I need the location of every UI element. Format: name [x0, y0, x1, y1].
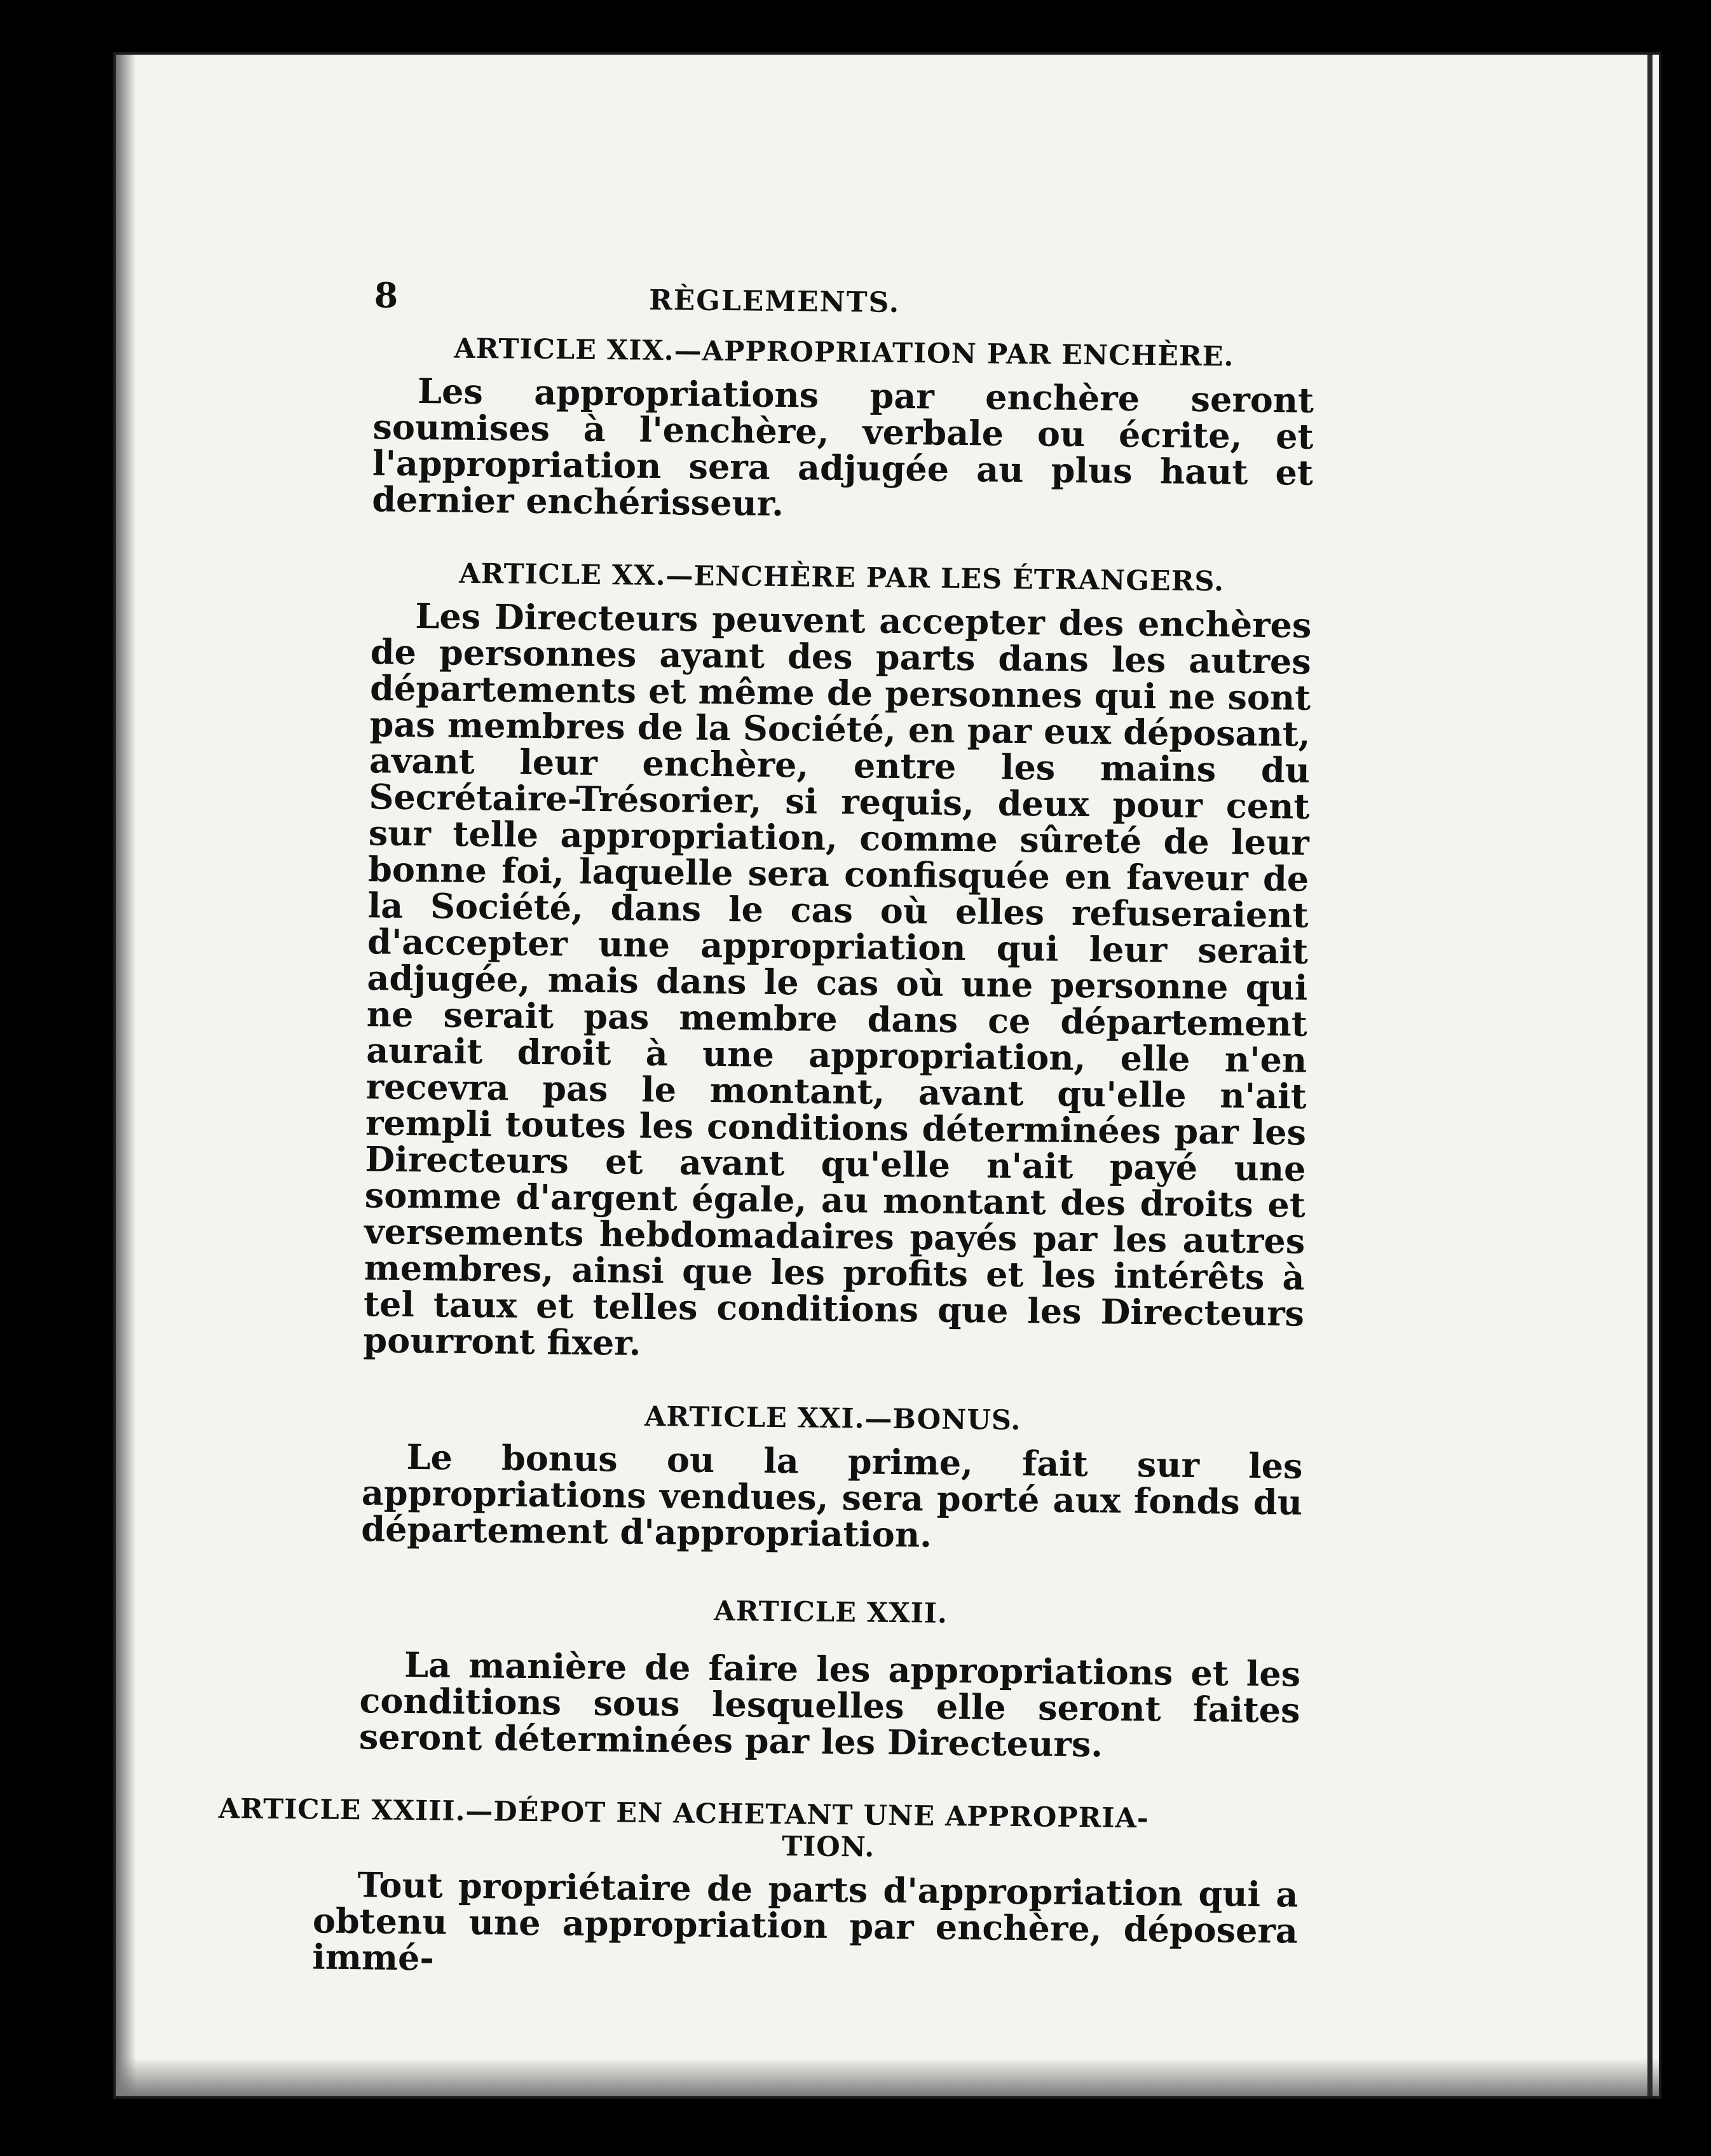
article-23-heading-line1: ARTICLE XXIII.—DÉPOT EN ACHETANT UNE APPROPRIA- [218, 1792, 1149, 1835]
page-edge-shadow-left [116, 55, 136, 2096]
article-19-heading: ARTICLE XIX.—APPROPRIATION PAR ENCHÈRE. [453, 332, 1234, 373]
page-number: 8 [374, 275, 399, 316]
article-22-heading: ARTICLE XXII. [713, 1595, 948, 1630]
article-21-heading: ARTICLE XXI.—BONUS. [644, 1400, 1021, 1437]
article-23-heading [218, 1793, 1299, 1868]
running-title: RÈGLEMENTS. [648, 283, 901, 319]
article-23-heading-line2: TION. [781, 1831, 875, 1864]
running-head [235, 216, 1316, 319]
article-19-body: Les appropriations par enchère seront soumises à l'enchère, verbale ou écrite, et l'appropriation sera adjugée au plus haut et dernier enchérisseur. [372, 371, 1314, 524]
article-20-heading: ARTICLE XX.—ENCHÈRE PAR LES ÉTRANGERS. [458, 557, 1225, 598]
binding-fold-line [1647, 55, 1653, 2096]
article-23-body: Tout propriétaire de parts d'appropriation qui a obtenu une appropriation par enchère, déposera immé- [311, 1864, 1299, 1979]
page-edge-shadow-bottom [116, 2058, 1659, 2096]
page-text-block [217, 216, 1316, 1986]
article-20-body: Les Directeurs peuvent accepter des enchères de personnes ayant des parts dans les autres départements et même de personnes qui ne sont pas membres de la Société, en par eux déposant, avant leur enchère, entre les mains du Secrétaire-Trésorier, si requis, deux pour cent sur telle appropriation, comme sûreté de leur bonne foi, laquelle sera confisquée en faveur de la Société, dans le cas où elles refuseraient d'accepter une appropriation qui leur serait adjugée, mais dans le cas où une personne qui ne serait pas membre dans ce département aurait droit à une appropriation, elle n'en recevra pas le montant, avant qu'elle n'ait rempli toutes les conditions déterminées par les Directeurs et avant qu'elle n'ait payé une somme d'argent égale, au montant des droits et versements hebdomadaires payés par les autres membres, ainsi que les profits et les intérêts à tel taux et telles conditions que les Directeurs pourront fixer. [363, 596, 1312, 1363]
article-22-body: La manière de faire les appropriations et les conditions sous lesquelles elle seront faites seront déterminées par les Directeurs. [358, 1644, 1301, 1765]
article-21-body: Le bonus ou la prime, fait sur les appropriations vendues, sera porté aux fonds du département d'appropriation. [361, 1436, 1303, 1555]
